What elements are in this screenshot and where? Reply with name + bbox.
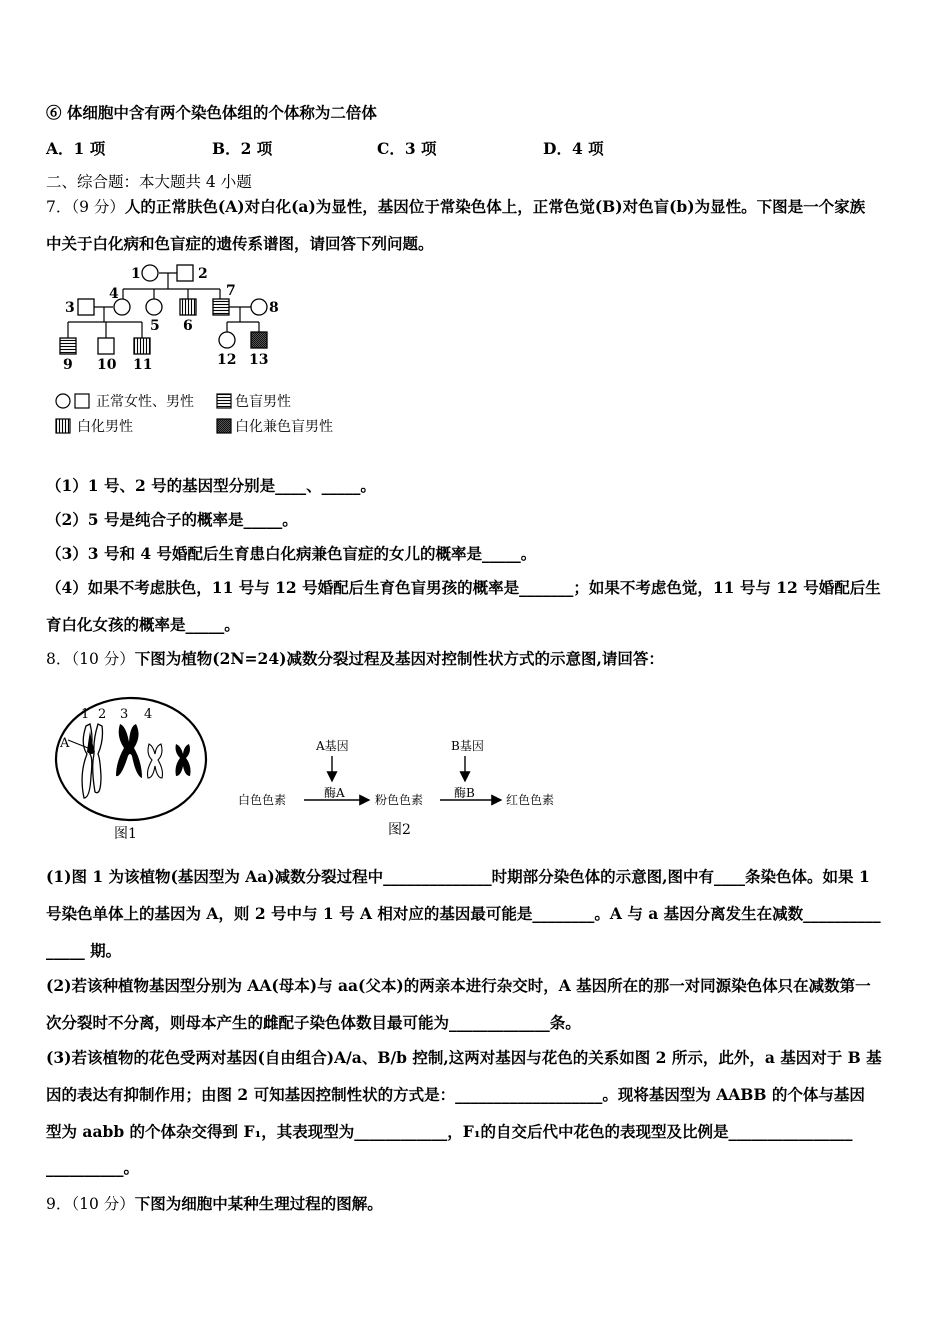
pedigree-label-13: 13	[249, 352, 269, 368]
pedigree-individual-10	[98, 338, 114, 354]
q7-stem-line1	[46, 197, 906, 217]
pedigree-individual-8	[251, 299, 267, 315]
pedigree-individual-6	[180, 299, 196, 315]
figure-2-caption: 图2	[388, 822, 411, 838]
enzyme-a-label: 酶A	[324, 786, 345, 800]
q8-part1-line2: 号染色单体上的基因为 A，则 2 号中与 1 号 A 相对应的基因最可能是________。A 与 a 基因分离发生在减数__________	[46, 904, 881, 923]
pedigree-individual-9	[60, 338, 76, 354]
q8-part3-line3: 型为 aabb 的个体杂交得到 F₁，其表现型为____________，F₁的自交后代中花色的表现型及比例是________________	[46, 1122, 853, 1141]
legend-colorblind-label: 色盲男性	[235, 394, 291, 410]
chromosome-pair-small-black	[176, 744, 191, 776]
pedigree-label-10: 10	[97, 357, 117, 373]
q9-stem-text: 下图为细胞中某种生理过程的图解。	[134, 1194, 383, 1213]
q7-sub4-line1: （4）如果不考虑肤色，11 号与 12 号婚配后生育色盲男孩的概率是_______；如果不考虑色觉，11 号与 12 号婚配后生	[46, 578, 881, 597]
pedigree-chart	[46, 258, 366, 443]
pedigree-individual-13	[251, 332, 267, 348]
gene-a-label: A	[60, 736, 70, 751]
legend-normal-label: 正常女性、男性	[96, 394, 194, 410]
pedigree-label-3: 3	[65, 300, 75, 316]
q8-stem	[46, 649, 906, 669]
pedigree-label-4: 4	[109, 286, 119, 302]
q8-part2-line2: 次分裂时不分离，则母本产生的雌配子染色体数目最可能为_____________条。	[46, 1013, 581, 1032]
enzyme-b-label: 酶B	[454, 786, 475, 800]
pedigree-individual-5	[146, 299, 162, 315]
q8-stem-text: 下图为植物(2N=24)减数分裂过程及基因对控制性状方式的示意图,请回答：	[134, 649, 664, 668]
chromatid-label-1: 1	[81, 707, 90, 722]
q8-part2-line1: (2)若该种植物基因型分别为 AA(母本)与 aa(父本)的两亲本进行杂交时，A 基因所在的那一对同源染色体只在减数第一	[46, 976, 871, 995]
legend-both-icon	[217, 419, 231, 433]
q7-stem-line2: 中关于白化病和色盲症的遗传系谱图，请回答下列问题。	[46, 234, 434, 253]
chromatid-label-2: 2	[98, 707, 107, 722]
q7-sub4-line2: 育白化女孩的概率是_____。	[46, 615, 240, 634]
q7-sub2: （2）5 号是纯合子的概率是_____。	[46, 510, 298, 529]
figure-1-cell	[46, 696, 216, 846]
pedigree-individual-2	[177, 265, 193, 281]
q8-part3-line4: __________。	[46, 1158, 140, 1177]
q6-option-d: D．4 项	[543, 139, 604, 158]
pedigree-label-5: 5	[150, 318, 160, 334]
pedigree-label-8: 8	[269, 300, 279, 316]
q6-option-c: C．3 项	[377, 139, 437, 158]
pedigree-individual-11	[134, 338, 150, 354]
q9-number: 9．（10 分）	[46, 1195, 135, 1213]
pedigree-label-12: 12	[217, 352, 237, 368]
pedigree-label-1: 1	[131, 266, 141, 282]
figure-2-pathway	[236, 736, 576, 842]
q6-statement-6: ⑥ 体细胞中含有两个染色体组的个体称为二倍体	[46, 103, 377, 122]
chromosome-pair-1-2	[68, 724, 103, 798]
white-pigment-node: 白色色素	[238, 793, 287, 807]
q6-option-a: A．1 项	[46, 139, 106, 158]
pedigree-individual-3	[78, 299, 94, 315]
q6-option-b: B．2 项	[212, 139, 273, 158]
gene-b-node: B基因	[451, 739, 484, 753]
gene-a-node: A基因	[316, 739, 349, 753]
q8-number: 8．（10 分）	[46, 650, 135, 668]
q9-stem	[46, 1194, 906, 1214]
q8-part1-line3: _____ 期。	[46, 941, 122, 960]
pedigree-label-11: 11	[133, 357, 153, 373]
pedigree-label-2: 2	[198, 266, 208, 282]
pedigree-individual-12	[219, 332, 235, 348]
legend-normal-male-icon	[75, 394, 89, 408]
q7-sub1: （1）1 号、2 号的基因型分别是____、_____。	[46, 476, 376, 495]
pedigree-individual-1	[142, 265, 158, 281]
q7-sub3: （3）3 号和 4 号婚配后生育患白化病兼色盲症的女儿的概率是_____。	[46, 544, 537, 563]
pink-pigment-node: 粉色色素	[375, 793, 424, 807]
figure-1-caption: 图1	[114, 826, 137, 842]
legend-albino-icon	[56, 419, 70, 433]
q8-part1-line1: (1)图 1 为该植物(基因型为 Aa)减数分裂过程中______________时期部分染色体的示意图,图中有____条染色体。如果 1	[46, 867, 870, 886]
section-heading: 二、综合题：本大题共 4 小题	[46, 173, 252, 191]
pedigree-individual-7	[213, 299, 229, 315]
q7-number: 7．（9 分）	[46, 198, 125, 216]
chromatid-label-4: 4	[144, 707, 153, 722]
legend-colorblind-icon	[217, 394, 231, 408]
pedigree-label-7: 7	[226, 283, 236, 299]
legend-normal-female-icon	[56, 394, 70, 408]
pedigree-label-6: 6	[183, 318, 193, 334]
q7-stem-text: 人的正常肤色(A)对白化(a)为显性，基因位于常染色体上，正常色觉(B)对色盲(b)为显性。下图是一个家族	[124, 197, 866, 216]
chromatid-label-3: 3	[120, 707, 129, 722]
chromosome-pair-small-outlined	[148, 744, 163, 778]
pedigree-label-9: 9	[63, 357, 73, 373]
chromosome-pair-3-4	[116, 724, 142, 778]
legend-both-label: 白化兼色盲男性	[235, 419, 333, 435]
red-pigment-node: 红色色素	[506, 793, 555, 807]
q8-part3-line2: 因的表达有抑制作用；由图 2 可知基因控制性状的方式是：___________________。现将基因型为 AABB 的个体与基因	[46, 1085, 865, 1104]
legend-albino-label: 白化男性	[77, 419, 133, 435]
q8-part3-line1: (3)若该植物的花色受两对基因(自由组合)A/a、B/b 控制,这两对基因与花色的关系如图 2 所示，此外，a 基因对于 B 基	[46, 1048, 882, 1067]
